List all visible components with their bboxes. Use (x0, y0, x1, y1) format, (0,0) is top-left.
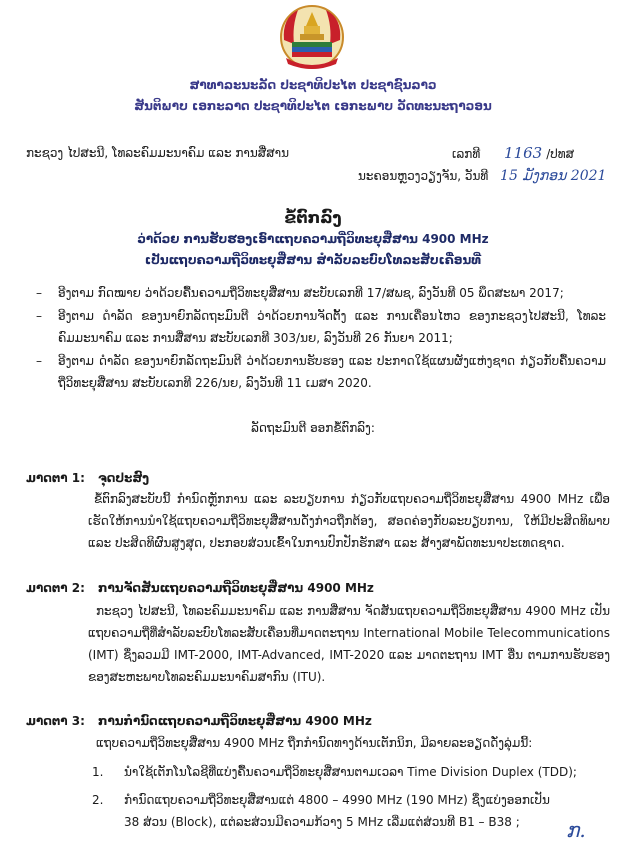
document-number (452, 145, 574, 162)
title-subject-line-2: ເປັນແຖບຄວາມຖີ່ວິທະຍຸສື່ສານ ສຳລັບລະບົບໂທລະສັບເຄື່ອນທີ່ (144, 253, 482, 267)
article-body: ກະຊວງ ໄປສະນີ, ໂທລະຄົມມະນາຄົມ ແລະ ການສື່ສານ ຈັດສັນແຖບຄວາມຖີ່ວິທະຍຸສື່ສານ 4900 MHz ເປັນແຖບຄວາມຖີ່ທີ່ສຳລັບລະບົບໂທລະສັບເຄື່ອນທີ່ມາດຕະຖານ International Mobile Telecommunications (IMT) ຊຶ່ງລວມມີ IMT-2000, IMT-Advanced, IMT-2020 ແລະ ມາດຕະຖານ IMT ອື່ນ ຕາມການຮັບຮອງຂອງສະຫະພາບໂທລະຄົມມະນາຄົມສາກົນ (ITU). (88, 604, 610, 684)
number-label: ເລກທີ (452, 147, 481, 161)
place-label: ນະຄອນຫຼວງວຽງຈັນ, ວັນທີ (358, 169, 489, 183)
article-heading: ການກຳນົດແຖບຄວາມຖີ່ວິທະຍຸສື່ສານ 4900 MHz (98, 714, 372, 728)
emblem-icon (278, 4, 346, 70)
issuer-line: ລັດຖະມົນຕີ ອອກຂໍ້ຕົກລົງ: (251, 421, 375, 435)
national-emblem (278, 4, 346, 70)
reference-item: ອີງຕາມ ດຳລັດ ຂອງນາຍົກລັດຖະມົນຕີ ວ່າດ້ວຍການຈັດຕັ້ງ ແລະ ການເຄື່ອນໄຫວ ຂອງກະຊວງໄປສະນີ, ໂທລະຄົມມະນາຄົມ ແລະ ການສື່ສານ ສະບັບເລກທີ 303/ນຍ, ລົງວັນທີ 26 ກັນຍາ 2011; (58, 309, 606, 345)
reference-dash: – (36, 309, 42, 323)
article-heading: ການຈັດສັນແຖບຄວາມຖີ່ວິທະຍຸສື່ສານ 4900 MHz (98, 581, 374, 595)
number-suffix: /ປທສ (546, 147, 575, 161)
article-body: ຂໍ້ຕົກລົງສະບັບນີ້ ກຳນົດຫຼັກການ ແລະ ລະບຽບການ ກ່ຽວກັບແຖບຄວາມຖີ່ວິທະຍຸສື່ສານ 4900 MHz ເພື່ອເຮັດໃຫ້ການນຳໃຊ້ແຖບຄວາມຖີ່ວິທະຍຸສື່ສານດັ່ງກ່າວຖືກຕ້ອງ, ສອດຄ່ອງກັບລະບຽບການ, ໃຫ້ມີປະສິດທິພາບ ແລະ ປະສິດທິຜົນສູງສຸດ, ປະກອບສ່ວນເຂົ້າໃນການປົກປັກຮັກສາ ແລະ ສ້າງສາພັດທະນາປະເທດຊາດ. (88, 492, 610, 550)
national-motto-line: ສັນຕິພາບ ເອກະລາດ ປະຊາທິປະໄຕ ເອກະພາບ ວັດທະນະຖາວອນ (134, 99, 492, 113)
article-label: ມາດຕາ 2: (26, 581, 85, 595)
list-item: ກຳນົດແຖບຄວາມຖີ່ວິທະຍຸສື່ສານແຕ່ 4800 – 4990 MHz (190 MHz) ຊຶ່ງແບ່ງອອກເປັນ 38 ສ່ວນ (Block), ແຕ່ລະສ່ວນມີຄວາມກ້ວາງ 5 MHz ເລີ່ມແຕ່ສ່ວນທີ B1 – B38 ; (124, 793, 550, 829)
reference-item: ອີງຕາມ ດຳລັດ ຂອງນາຍົກລັດຖະມົນຕີ ວ່າດ້ວຍການຮັບຮອງ ແລະ ປະກາດໃຊ້ແຜນຜັງແຫ່ງຊາດ ກ່ຽວກັບຄື້ນຄວາມຖີ່ວິທະຍຸສື່ສານ ສະບັບເລກທີ 226/ນຍ, ລົງວັນທີ 11 ເມສາ 2020. (58, 354, 606, 390)
title-subject-line-1: ວ່າດ້ວຍ ການຮັບຮອງເອົາແຖບຄວາມຖີ່ວິທະຍຸສື່ສານ 4900 MHz (137, 232, 489, 246)
ministry-name: ກະຊວງ ໄປສະນີ, ໂທລະຄົມມະນາຄົມ ແລະ ການສື່ສານ (26, 146, 290, 160)
list-item: ນຳໃຊ້ເຕັກໂນໂລຊີທີ່ແບ່ງຄື້ນຄວາມຖີ່ວິທະຍຸສື່ສານຕາມເວລາ Time Division Duplex (TDD); (124, 765, 577, 779)
handwritten-date: 15 ມັງກອນ 2021 (500, 168, 607, 184)
document-title: ຂໍ້ຕົກລົງ (284, 208, 342, 227)
article-label: ມາດຕາ 1: (26, 471, 85, 485)
list-item-number: 2. (92, 793, 104, 807)
reference-item: ອີງຕາມ ກົດໝາຍ ວ່າດ້ວຍຄື້ນຄວາມຖີ່ວິທະຍຸສື່ສານ ສະບັບເລກທີ 17/ສພຊ, ລົງວັນທີ 05 ພຶດສະພາ 2017; (58, 286, 564, 300)
issue-date (358, 168, 606, 184)
article-body: ແຖບຄວາມຖີ່ວິທະຍຸສື່ສານ 4900 MHz ຖືກກຳນົດທາງດ້ານເຕັກນິກ, ມີລາຍລະອຽດດັ່ງລຸ່ມນີ້: (96, 736, 533, 750)
reference-dash: – (36, 286, 42, 300)
handwritten-initials: ກ. (566, 818, 586, 842)
reference-dash: – (36, 354, 42, 368)
article-label: ມາດຕາ 3: (26, 714, 85, 728)
article-heading: ຈຸດປະສົງ (98, 471, 150, 485)
list-item-number: 1. (92, 765, 104, 779)
state-name-line: ສາທາລະນະລັດ ປະຊາທິປະໄຕ ປະຊາຊົນລາວ (189, 78, 437, 92)
handwritten-number: 1163 (504, 144, 543, 162)
